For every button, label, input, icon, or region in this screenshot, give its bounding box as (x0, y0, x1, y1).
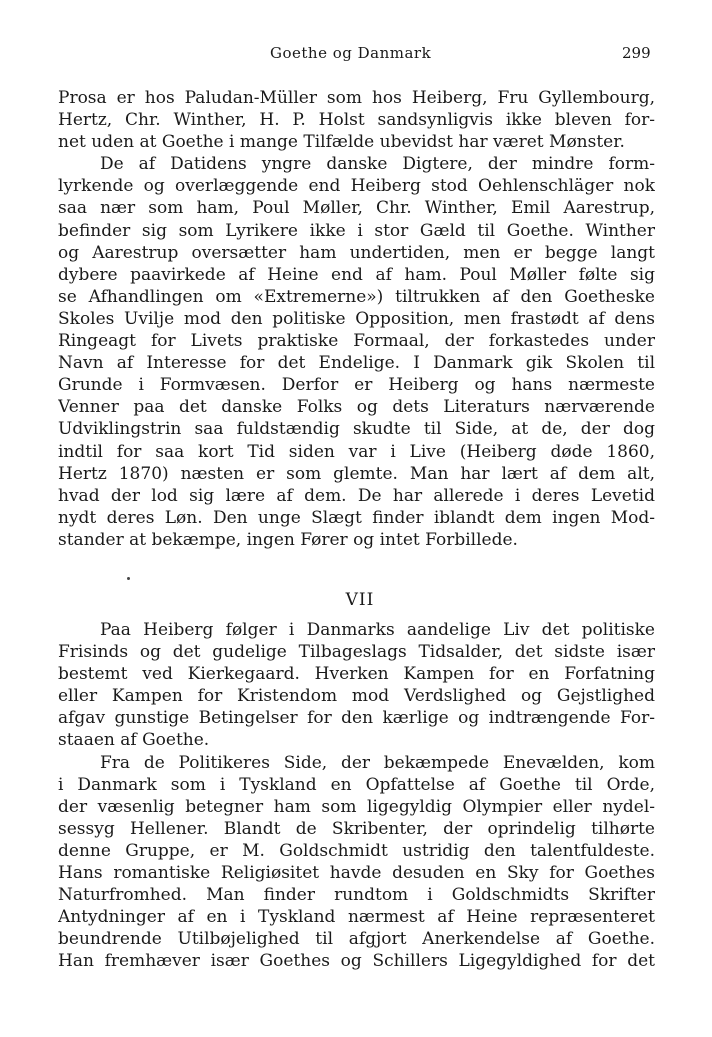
body-text-bottom (0, 619, 712, 973)
section-heading: VII (345, 590, 375, 610)
running-head (0, 44, 712, 66)
text-line: Naturfromhed. Man finder rundtom i Goldschmidts Skrifter (58, 885, 655, 906)
text-line: Grunde i Formvæsen. Derfor er Heiberg og hans nærmeste (58, 375, 655, 396)
text-line: Ringeagt for Livets praktiske Formaal, der forkastedes under (58, 331, 655, 352)
text-line: Hertz, Chr. Winther, H. P. Holst sandsynligvis ikke bleven for- (58, 110, 655, 131)
text-line: Prosa er hos Paludan-Müller som hos Heiberg, Fru Gyllembourg, (58, 88, 655, 108)
running-title: Goethe og Danmark (270, 44, 432, 62)
text-line: sessyg Hellener. Blandt de Skribenter, der oprindelig tilhørte (58, 818, 655, 839)
print-speck (127, 577, 130, 580)
text-line: denne Gruppe, er M. Goldschmidt ustridig den talentfuldeste. (58, 840, 655, 861)
text-line: Udviklingstrin saa fuldstændig skudte til Side, at de, der dog (58, 419, 655, 440)
text-line: og Aarestrup oversætter ham undertiden, men er begge langt (58, 242, 655, 263)
text-line: Frisinds og det gudelige Tilbageslags Tidsalder, det sidste især (58, 642, 655, 663)
text-line: Han fremhæver især Goethes og Schillers Ligegyldighed for det (58, 951, 655, 972)
text-line: Navn af Interesse for det Endelige. I Danmark gik Skolen til (58, 353, 655, 374)
text-line: beundrende Utilbøjelighed til afgjort Anerkendelse af Goethe. (58, 929, 655, 950)
text-line: der væsenlig betegner ham som ligegyldig Olympier eller nydel- (58, 796, 655, 817)
text-line: staaen af Goethe. (58, 730, 210, 751)
text-line: Venner paa det danske Folks og dets Literaturs nærværende (58, 397, 655, 418)
text-line: De af Datidens yngre danske Digtere, der mindre form- (100, 154, 655, 175)
text-line: i Danmark som i Tyskland en Opfattelse af Goethe til Orde, (58, 774, 655, 795)
text-line: dybere paavirkede af Heine end af ham. Poul Møller følte sig (58, 264, 655, 285)
text-line: afgav gunstige Betingelser for den kærlige og indtrængende For- (58, 708, 655, 729)
text-line: lyrkende og overlæggende end Heiberg stod Oehlenschläger nok (58, 176, 655, 197)
text-line: befinder sig som Lyrikere ikke i stor Gæld til Goethe. Winther (58, 220, 655, 241)
text-line: se Afhandlingen om «Extremerne») tiltrukken af den Goetheske (58, 286, 655, 307)
text-line: Antydninger af en i Tyskland nærmest af Heine repræsenteret (58, 907, 655, 928)
text-line: saa nær som ham, Poul Møller, Chr. Winther, Emil Aarestrup, (58, 198, 655, 219)
page-number: 299 (622, 44, 651, 62)
text-line: nydt deres Løn. Den unge Slægt finder iblandt dem ingen Mod- (58, 507, 655, 528)
text-line: Skoles Uvilje mod den politiske Opposition, men frastødt af dens (58, 308, 655, 329)
text-line: net uden at Goethe i mange Tilfælde ubevidst har været Mønster. (58, 132, 625, 153)
text-line: Hertz 1870) næsten er som glemte. Man har lært af dem alt, (58, 463, 655, 484)
text-line: Paa Heiberg følger i Danmarks aandelige Liv det politiske (100, 620, 655, 640)
text-line: indtil for saa kort Tid siden var i Live (Heiberg døde 1860, (58, 441, 655, 462)
text-line: bestemt ved Kierkegaard. Hverken Kampen for en Forfatning (58, 664, 655, 685)
text-line: eller Kampen for Kristendom mod Verdslighed og Gejstlighed (58, 686, 655, 707)
text-line: Hans romantiske Religiøsitet havde desuden en Sky for Goethes (58, 863, 655, 884)
text-line: Fra de Politikeres Side, der bekæmpede Enevælden, kom (100, 752, 655, 773)
body-text-top (0, 87, 712, 551)
text-line: hvad der lod sig lære af dem. De har allerede i deres Levetid (58, 485, 655, 506)
text-line: stander at bekæmpe, ingen Fører og intet Forbillede. (58, 529, 518, 550)
